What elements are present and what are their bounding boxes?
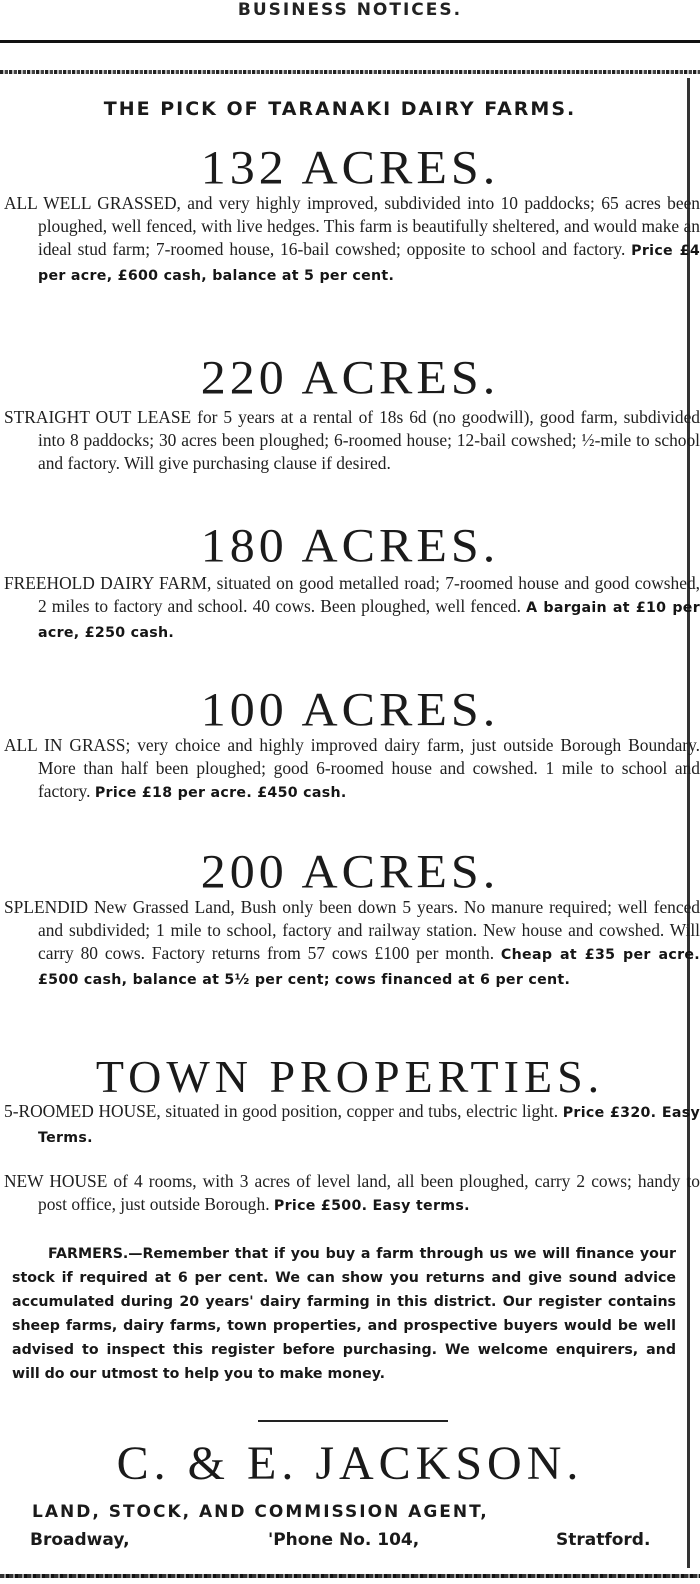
advert-banner: THE PICK OF TARANAKI DAIRY FARMS. — [103, 98, 577, 120]
header-rule — [0, 40, 700, 43]
town-properties-heading: TOWN PROPERTIES. — [95, 1051, 605, 1102]
town-listing-new-house — [4, 1170, 700, 1218]
border-rule — [0, 70, 700, 74]
farm-price: Price £4 per acre, £600 cash, balance at 5 per cent. — [38, 243, 700, 284]
farm-description: ALL IN GRASS; very choice and highly improved dairy farm, just outside Borough Boundary. More than half been ploughed; good 6-roomed house and cowshed. 1 mile to school and factory. — [4, 735, 700, 801]
town-listing-house-5-room — [4, 1100, 700, 1150]
farm-heading-200: 200 ACRES. — [200, 844, 500, 898]
farm-description: FREEHOLD DAIRY FARM, situated on good metalled road; 7-roomed house and good cowshed, 2 miles to factory and school. 40 cows. Been ploughed, well fenced. — [4, 573, 700, 616]
farm-listing-100 — [4, 734, 700, 805]
farm-listing-200 — [4, 896, 700, 992]
farm-heading-132: 132 ACRES. — [200, 140, 500, 194]
farm-description: ALL WELL GRASSED, and very highly improved, subdivided into 10 paddocks; 65 acres been ploughed, well fenced, with live hedges. This farm is beautifully sheltered, and would make an ideal stud farm; 7-roomed house, 16-bail cowshed; opposite to school and factory. — [4, 193, 700, 259]
farm-description: SPLENDID New Grassed Land, Bush only been down 5 years. No manure required; well fenced and subdivided; 1 mile to school, factory and railway station. New house and cowshed. Will carry 80 cows. Factory returns from 57 cows £100 per month. — [4, 897, 700, 963]
farm-price: A bargain at £10 per acre, £250 cash. — [38, 600, 700, 641]
firm-role: LAND, STOCK, AND COMMISSION AGENT, — [32, 1502, 489, 1522]
signature-rule — [258, 1420, 448, 1422]
firm-street: Broadway, — [30, 1530, 130, 1550]
property-price: Price £320. Easy Terms. — [38, 1105, 700, 1146]
farm-listing-132 — [4, 192, 700, 288]
farmers-notice: FARMERS.—Remember that if you buy a farm through us we will finance your stock if required at 6 per cent. We can show you returns and give sound advice accumulated during 20 years' dairy farming in this district. Our register contains sheep farms, dairy farms, town properties, and prospective buyers would be well advised to inspect this register before purchasing. We welcome enquirers, and will do our utmost to help you to make money. — [12, 1246, 676, 1382]
farm-description: STRAIGHT OUT LEASE for 5 years at a rental of 18s 6d (no goodwill), good farm, subdivided into 8 paddocks; 30 acres been ploughed; 6-roomed house; 12-bail cowshed; ½-mile to school and factory. Will give purchasing clause if desired. — [4, 407, 700, 473]
farm-price: Cheap at £35 per acre. £500 cash, balance at 5½ per cent; cows financed at 6 per cent. — [38, 947, 700, 988]
firm-name: C. & E. JACKSON. — [116, 1437, 584, 1490]
farm-heading-180: 180 ACRES. — [200, 518, 500, 572]
property-price: Price £500. Easy terms. — [273, 1198, 470, 1214]
farm-listing-220 — [4, 406, 700, 475]
property-description: 5-ROOMED HOUSE, situated in good position, copper and tubs, electric light. — [4, 1101, 559, 1121]
section-header: BUSINESS NOTICES. — [237, 0, 463, 20]
footer-rule — [0, 1574, 700, 1578]
property-description: NEW HOUSE of 4 rooms, with 3 acres of level land, all been ploughed, carry 2 cows; handy to post office, just outside Borough. — [4, 1171, 700, 1214]
farm-listing-180 — [4, 572, 700, 645]
column-rule — [687, 78, 690, 1568]
firm-town: Stratford. — [556, 1530, 651, 1550]
firm-phone: 'Phone No. 104, — [268, 1530, 420, 1550]
farm-heading-100: 100 ACRES. — [200, 682, 500, 736]
farm-heading-220: 220 ACRES. — [200, 350, 500, 404]
farm-price: Price £18 per acre. £450 cash. — [94, 785, 347, 801]
